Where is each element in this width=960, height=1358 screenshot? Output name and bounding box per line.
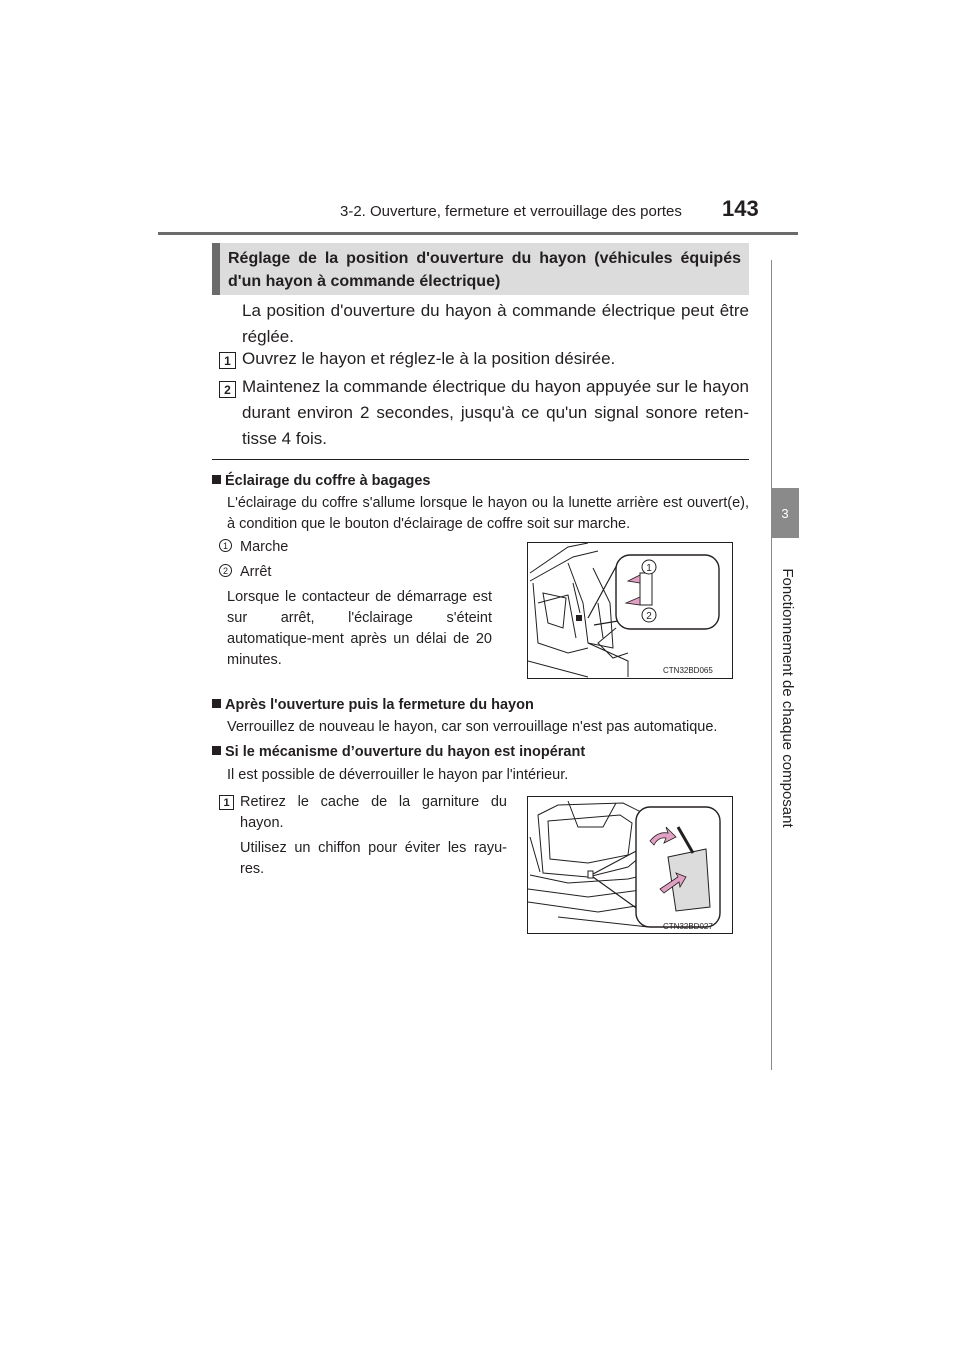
figure-code: CTN32BD065: [663, 666, 713, 675]
note-extra-lighting: Lorsque le contacteur de démarrage est sur arrêt, l'éclairage s'éteint automatique-ment après un délai de 20 minutes.: [227, 589, 492, 668]
note-text-inoperative: Il est possible de déverrouiller le hayon par l'intérieur.: [227, 767, 569, 783]
note-text-lighting: L'éclairage du coffre s'allume lorsque le hayon ou la lunette arrière est ouvert(e), à condition que le bouton d'éclairage de coffre soit sur marche.: [227, 495, 749, 532]
figure-trim-cover: [527, 796, 733, 934]
section-intro: La position d'ouverture du hayon à commande électrique peut être réglée.: [242, 301, 749, 346]
header-rule: [158, 232, 798, 235]
step-number-remove: 1: [219, 795, 234, 810]
note-title-text: Éclairage du coffre à bagages: [225, 473, 431, 489]
bullet-square-icon: [212, 746, 221, 755]
section-header-box: [212, 243, 749, 295]
chapter-title: Fonctionnement de chaque composant: [779, 568, 796, 828]
step-text-1: Ouvrez le hayon et réglez-le à la position désirée.: [242, 349, 616, 368]
chapter-tab: 3: [771, 488, 799, 538]
note-title-inoperative: [212, 744, 585, 760]
note-title-after-closing: [212, 697, 534, 713]
zoom-callout: [616, 555, 719, 629]
trim-cover-illustration: [528, 797, 732, 933]
step-text-2: Maintenez la commande électrique du hayon appuyée sur le hayon durant environ 2 secondes, jusqu'à ce qu'un signal sonore reten-tisse 4 fois.: [242, 377, 749, 448]
notes-rule: [212, 459, 749, 460]
item-number-1: 1: [219, 539, 232, 552]
step-number-2: 2: [219, 381, 236, 398]
bullet-square-icon: [212, 475, 221, 484]
step-number-1: 1: [219, 352, 236, 369]
note-title-lighting: [212, 473, 431, 489]
section-title: Réglage de la position d'ouverture du hayon (véhicules équipés d'un hayon à commande électrique): [228, 250, 741, 290]
page-number: 143: [722, 196, 759, 221]
running-header: 3-2. Ouverture, fermeture et verrouillage des portes: [340, 203, 682, 220]
trunk-light-illustration: [528, 543, 732, 678]
note-title-text: Si le mécanisme d’ouverture du hayon est inopérant: [225, 744, 586, 760]
step-text-remove: Retirez le cache de la garniture du hayon.: [240, 794, 507, 831]
item-number-2: 2: [219, 564, 232, 577]
item-text-arret: Arrêt: [240, 564, 272, 580]
switch-mark: [576, 615, 582, 621]
item-text-marche: Marche: [240, 539, 289, 555]
step-subtext-remove: Utilisez un chiffon pour éviter les rayu-res.: [240, 840, 507, 877]
callout-2-label: 2: [646, 611, 652, 622]
trim-clip-mark: [588, 871, 593, 878]
callout-1-label: 1: [646, 563, 652, 574]
note-text-after-closing: Verrouillez de nouveau le hayon, car son verrouillage n'est pas automatique.: [227, 719, 718, 735]
side-divider: [771, 260, 772, 1070]
figure-trunk-light: [527, 542, 733, 679]
bullet-square-icon: [212, 699, 221, 708]
figure-code: CTN32BD027: [663, 922, 713, 931]
note-title-text: Après l'ouverture puis la fermeture du hayon: [225, 697, 534, 713]
